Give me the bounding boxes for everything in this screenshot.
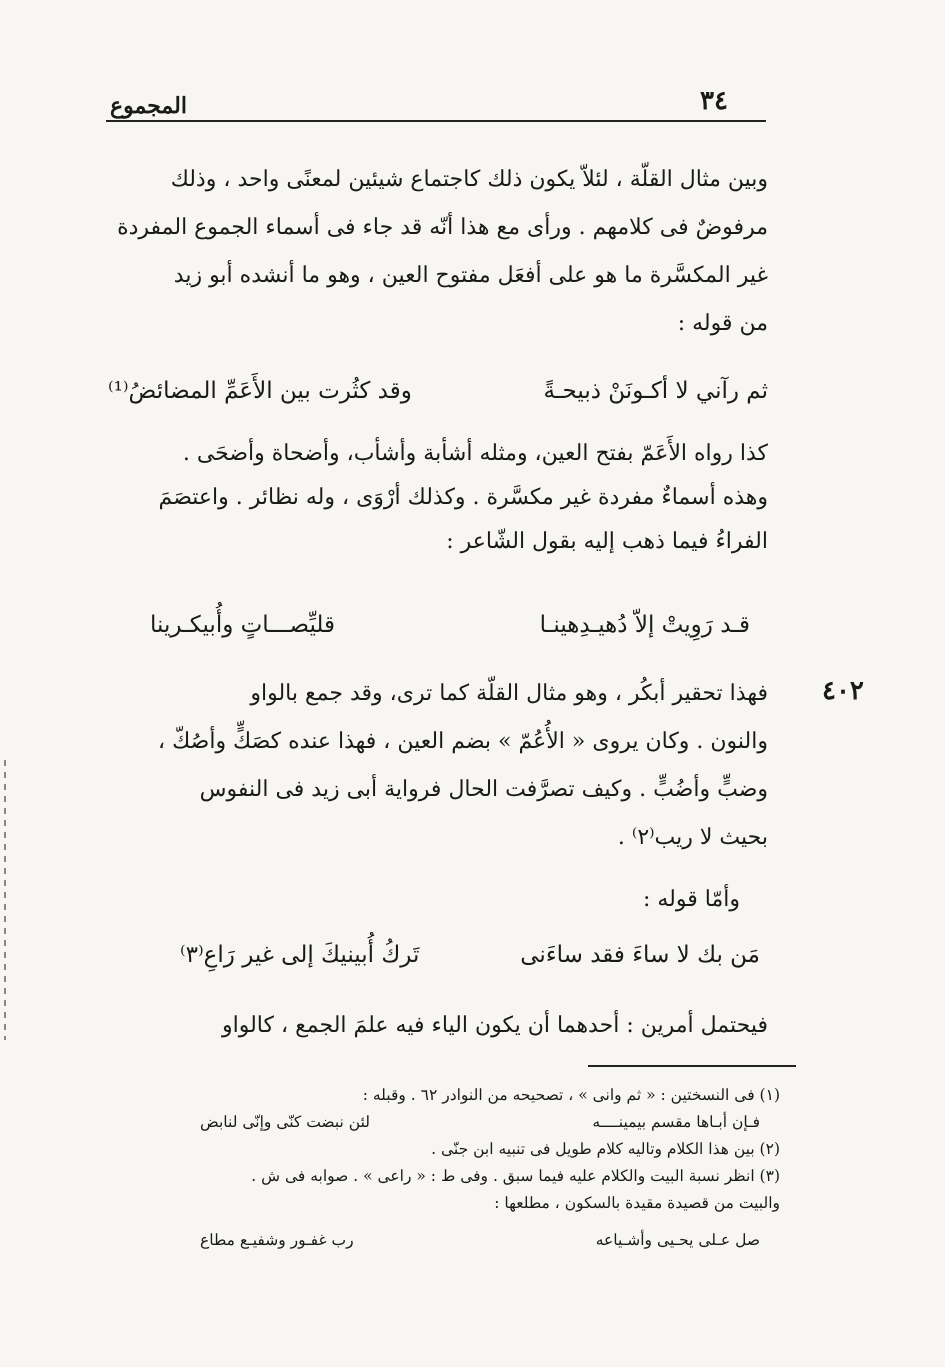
footnotes bbox=[140, 1082, 780, 1254]
footnote-1: (١) فى النسختين : « ثم وانى » ، تصحيحه من النوادر ٦٢ . وقبله : bbox=[362, 1086, 780, 1104]
paragraph-line: وأمّا قوله : bbox=[642, 887, 740, 912]
verse-hemistich-second: رب غفـور وشفيـع مطاع bbox=[200, 1231, 354, 1249]
footnote-3-continued: والبيت من قصيدة مقيدة بالسكون ، مطلعها : bbox=[494, 1194, 780, 1212]
footnote-3: (٣) انظر نسبة البيت والكلام عليه فيما سبق . وفى ط : « راعى » . صوابه فى ش . bbox=[251, 1167, 780, 1185]
paragraph-line: من قوله : bbox=[677, 311, 768, 336]
paragraph-line: وبين مثال القلّة ، لئلاّ يكون ذلك كاجتماع شيئين لمعنًى واحد ، وذلك bbox=[170, 167, 768, 192]
verse-hemistich-first: قـد رَوِيتْ إلاّ دُهيـدِهينـا bbox=[539, 612, 750, 638]
paragraph-2 bbox=[108, 432, 768, 564]
footnote-verse bbox=[140, 1217, 780, 1254]
page-number: ٣٤ bbox=[700, 86, 728, 116]
verse-hemistich-first: مَن بك لا ساءَ فقد ساءَنى bbox=[520, 942, 760, 968]
footnote-2: (٢) بين هذا الكلام وتاليه كلام طويل فى تنبيه ابن جنّى . bbox=[431, 1140, 780, 1158]
paragraph-line: فيحتمل أمرين : أحدهما أن يكون الياء فيه علمَ الجمع ، كالواو bbox=[222, 1013, 768, 1038]
paragraph-line: وضبٍّ وأضُبٍّ . وكيف تصرَّفت الحال فرواية أبى زيد فى النفوس bbox=[199, 777, 768, 802]
paragraph-1 bbox=[108, 156, 768, 348]
verse-hemistich-second: وقد كثُرت بين الأَعَمِّ المضائضُ⁽¹⁾ bbox=[108, 378, 412, 404]
footnote-verse bbox=[140, 1109, 780, 1136]
margin-number: ٤٠٢ bbox=[822, 676, 864, 706]
verse-hemistich-second: تَركُ أُبينيكَ إلى غير رَاعِ⁽٣⁾ bbox=[180, 942, 420, 968]
verse-hemistich-second: قليِّصـــاتٍ وأُبيكـرينا bbox=[150, 612, 335, 638]
verse-hemistich-first: ثم رآني لا أكـونَنْ ذبيحـةً bbox=[543, 378, 768, 404]
verse-3 bbox=[180, 942, 760, 968]
binding-edge-mark bbox=[4, 760, 6, 1040]
verse-2 bbox=[150, 612, 750, 638]
paragraph-line: بحيث لا ريب⁽٢⁾ . bbox=[617, 825, 768, 850]
paragraph-3 bbox=[108, 670, 768, 862]
verse-1 bbox=[108, 378, 768, 404]
verse-hemistich-first: فـإن أبـاها مقسم بيمينــــه bbox=[592, 1113, 760, 1131]
paragraph-line: والنون . وكان يروى « الأُعُمّ » بضم العين ، فهذا عنده كصَكٍّ وأصُكّ ، bbox=[158, 729, 768, 754]
paragraph-line: وهذه أسماءٌ مفردة غير مكسَّرة . وكذلك أرْوَى ، وله نظائر . واعتصَمَ bbox=[158, 485, 768, 510]
footnote-rule bbox=[588, 1065, 796, 1067]
paragraph-line: غير المكسَّرة ما هو على أفعَل مفتوح العين ، وهو ما أنشده أبو زيد bbox=[173, 263, 768, 288]
paragraph-4 bbox=[500, 876, 740, 924]
running-title: المجموع bbox=[110, 93, 187, 119]
verse-hemistich-second: لئن نبضت كنّى وإنّى لنابض bbox=[200, 1113, 370, 1131]
header-rule bbox=[106, 120, 766, 122]
paragraph-line: مرفوضٌ فى كلامهم . ورأى مع هذا أنّه قد جاء فى أسماء الجموع المفردة bbox=[117, 215, 768, 240]
paragraph-line: فهذا تحقير أبكُر ، وهو مثال القلّة كما ترى، وقد جمع بالواو bbox=[250, 681, 768, 706]
verse-hemistich-first: صل عـلى يحـيى وأشـياعه bbox=[595, 1231, 760, 1249]
paragraph-5 bbox=[108, 1002, 768, 1050]
paragraph-line: الفراءُ فيما ذهب إليه بقول الشّاعر : bbox=[446, 529, 768, 554]
paragraph-line: كذا رواه الأَعَمّ بفتح العين، ومثله أشأبة وأشأب، وأضحاة وأضحَى . bbox=[182, 441, 768, 466]
